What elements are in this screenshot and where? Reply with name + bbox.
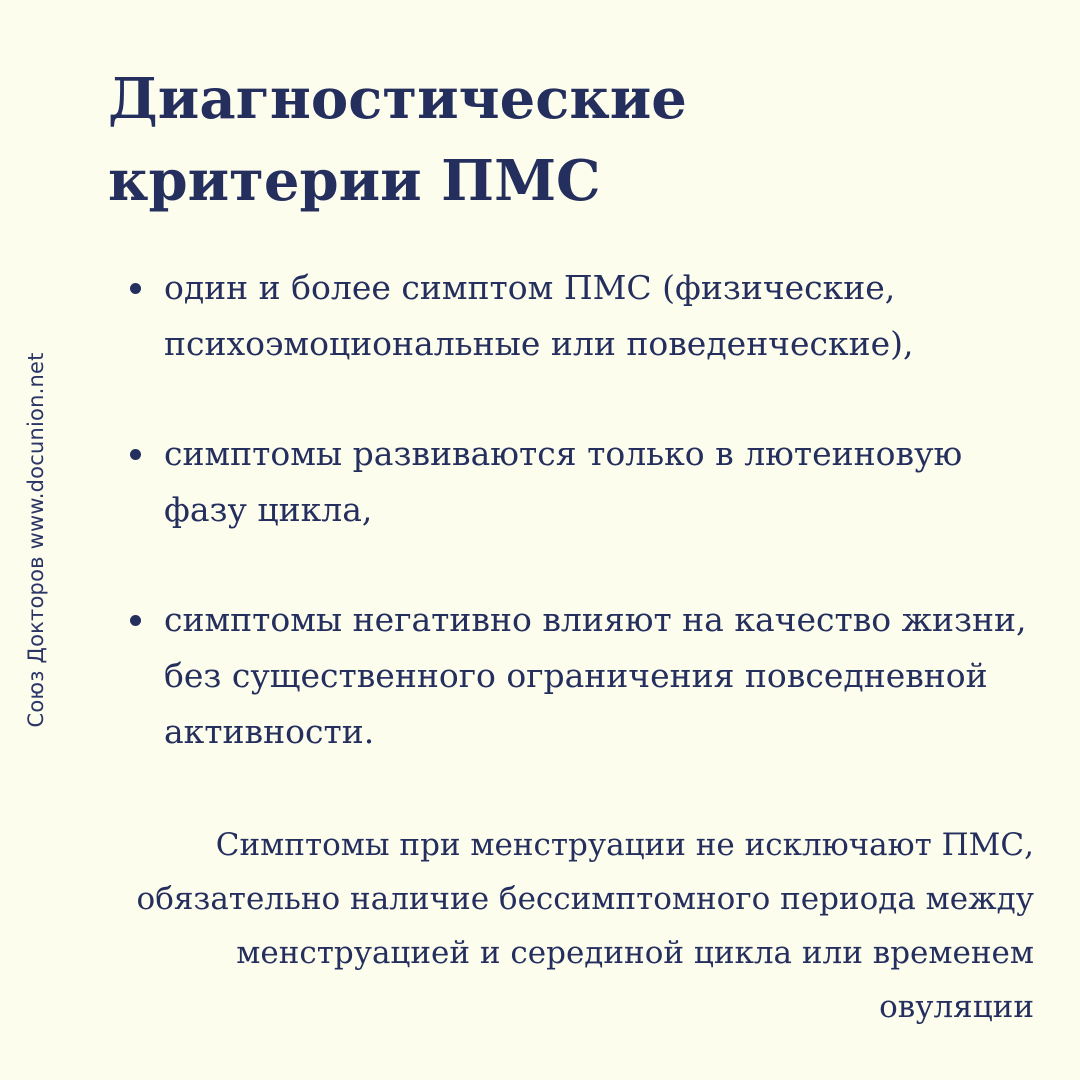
list-item	[124, 426, 1034, 538]
footnote: Симптомы при менструации не исключают ПМС, обязательно наличие бессимптомного периода между менструацией и серединой цикла или временем овуляции	[136, 827, 1034, 1025]
criterion-text: один и более симптом ПМС (физические, психоэмоциональные или поведенческие),	[164, 268, 914, 363]
list-item	[124, 592, 1034, 760]
bullet-icon	[130, 615, 141, 626]
bullet-icon	[130, 449, 141, 460]
bullet-icon	[130, 283, 141, 294]
side-watermark-text: Союз Докторов www.docunion.net	[24, 352, 48, 728]
criterion-text: симптомы негативно влияют на качество жизни, без существенного ограничения повседневной активности.	[164, 600, 1027, 751]
list-item	[124, 260, 1034, 372]
criteria-list	[124, 260, 1034, 814]
criterion-text: симптомы развиваются только в лютеиновую фазу цикла,	[164, 434, 963, 529]
page-title: Диагностические критерии ПМС	[108, 66, 687, 214]
